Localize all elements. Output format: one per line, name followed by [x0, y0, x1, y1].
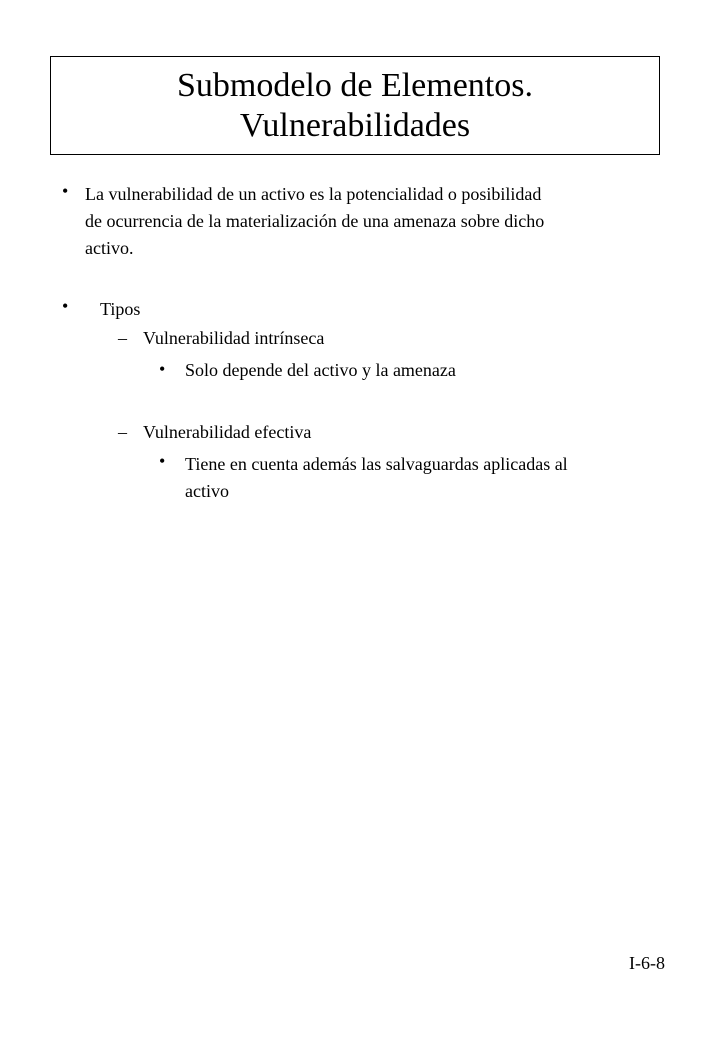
dash-marker: –: [118, 328, 127, 348]
intrinseca-detail: Solo depende del activo y la amenaza: [185, 360, 456, 380]
definition-paragraph: [85, 181, 544, 262]
efectiva-label: Vulnerabilidad efectiva: [143, 422, 312, 442]
dash-marker: –: [118, 422, 127, 442]
efectiva-detail-line-2: activo: [185, 481, 229, 501]
page-number: I-6-8: [629, 953, 665, 973]
slide-title-line-2: Vulnerabilidades: [239, 106, 471, 144]
bullet-marker: •: [62, 181, 69, 201]
slide-title-box: [50, 56, 660, 155]
slide-title-line-1: Submodelo de Elementos.: [176, 66, 533, 104]
definition-line-1: La vulnerabilidad de un activo es la potencialidad o posibilidad: [85, 184, 542, 204]
sub-bullet-marker: •: [159, 359, 166, 379]
tipos-label: Tipos: [100, 299, 141, 319]
definition-line-3: activo.: [85, 238, 134, 258]
bullet-marker: •: [62, 296, 69, 316]
intrinseca-label: Vulnerabilidad intrínseca: [143, 328, 325, 348]
definition-line-2: de ocurrencia de la materialización de una amenaza sobre dicho: [85, 211, 545, 231]
sub-bullet-marker: •: [159, 451, 166, 471]
efectiva-detail-line-1: Tiene en cuenta además las salvaguardas aplicadas al: [185, 454, 568, 474]
efectiva-detail: [185, 451, 568, 505]
